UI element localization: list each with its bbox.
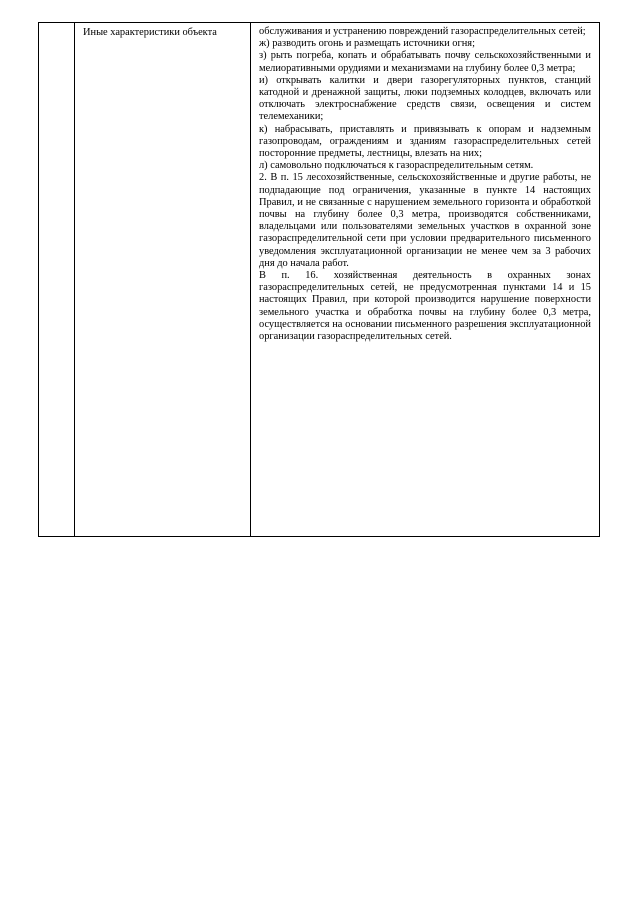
row-label: Иные характеристики объекта <box>83 27 217 38</box>
content-paragraph: л) самовольно подключаться к газораспределительным сетям. <box>259 160 534 172</box>
row-content-cell <box>251 23 599 536</box>
row-label-cell <box>75 23 251 536</box>
content-paragraph: В п. 16. хозяйственная деятельность в охранных зонах газораспределительных сетей, не предусмотренная пунктами 14 и 15 настоящих Правил, при которой производится нарушение поверхности земельного участка и обработка почвы на глубину более 0,3 метра, осуществляется на основании письменного разрешения эксплуатационной организации газораспределительных сетей. <box>259 270 591 343</box>
content-paragraph: и) открывать калитки и двери газорегуляторных пунктов, станций катодной и дренажной защиты, люки подземных колодцев, включать или отключать электроснабжение средств связи, освещения и систем телемеханики; <box>259 74 591 123</box>
content-paragraph: обслуживания и устранению повреждений газораспределительных сетей; <box>259 26 586 37</box>
content-paragraph: 2. В п. 15 лесохозяйственные, сельскохозяйственные и другие работы, не подпадающие под ограничения, указанные в пункте 14 настоящих Правил, и не связанные с нарушением земельного горизонта и обработкой почвы на глубину более 0,3 метра, производятся собственниками, владельцами или пользователями земельных участков в охранной зоне газораспределительной сети при условии предварительного письменного уведомления эксплуатационной организации не менее чем за 3 рабочих дня до начала работ. <box>259 172 591 269</box>
content-paragraph: к) набрасывать, приставлять и привязывать к опорам и надземным газопроводам, ограждениям и зданиям газораспределительных сетей посторонние предметы, лестницы, влезать на них; <box>259 123 591 160</box>
characteristics-table <box>38 22 600 537</box>
row-number-cell <box>39 23 75 536</box>
content-paragraph: з) рыть погреба, копать и обрабатывать почву сельскохозяйственными и мелиоративными орудиями и механизмами на глубину более 0,3 метра; <box>259 50 591 74</box>
content-paragraph: ж) разводить огонь и размещать источники огня; <box>259 38 475 50</box>
